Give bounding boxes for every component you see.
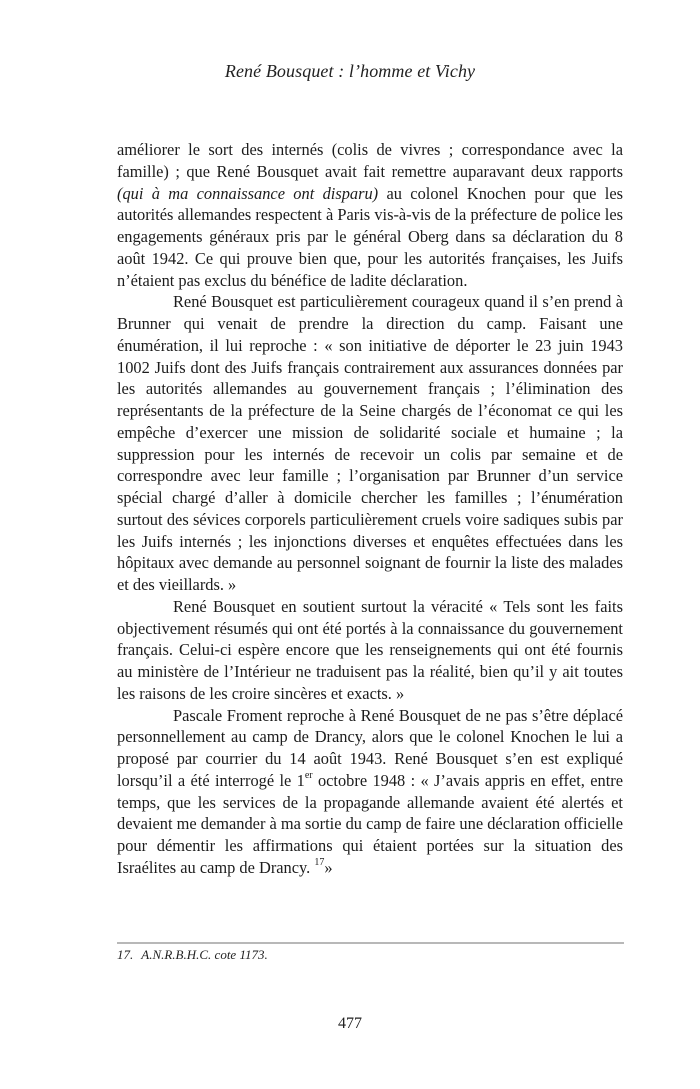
running-header: René Bousquet : l’homme et Vichy [224,61,476,81]
paragraph-4-closing-quote: » [324,857,333,877]
footnote-17 [117,947,624,963]
footnote-reference-17[interactable]: 17 [314,857,325,869]
paragraph-3: René Bousquet en soutient surtout la véracité « Tels sont les faits objectivement résumés qui ont été portés à la connaissance du gouvernement français. Celui-ci espère encore que les renseignements qui ont été fournis au ministère de l’Intérieur ne traduisent pas la réalité, bien qu’il y ait toutes les raisons de les croire sincères et exacts. » [117,596,623,703]
paragraph-1-text-a: améliorer le sort des internés (colis de vivres ; correspondance avec la famille) ; que René Bousquet avait fait remettre auparavant deux rapports [117,140,623,181]
body-text [117,139,623,879]
paragraph-4 [117,705,623,879]
footnote-text: A.N.R.B.H.C. cote 1173. [141,947,268,962]
footnote-divider [117,942,624,944]
paragraph-1-italic-aside: (qui à ma connaissance ont disparu) [117,183,379,203]
page-number: 477 [338,1015,362,1032]
paragraph-4-text-a: Pascale Froment reproche à René Bousquet de ne pas s’être déplacé personnellement au camp de Drancy, alors que le colonel Knochen le lui a proposé par courrier du 14 août 1943. René Bousquet s’en est expliqué lorsqu’il a été interrogé le 1 [117,705,623,790]
paragraph-4-text-b: octobre 1948 : « J’avais appris en effet, entre temps, que les services de la propagande allemande avaient été alertés et devaient me demander à ma sortie du camp de faire une déclaration officielle pour démentir les affirmations qui étaient portées sur la situation des Israélites au camp de Drancy. [117,770,623,877]
paragraph-1 [117,139,623,291]
ordinal-superscript: er [304,770,313,782]
paragraph-1-text-b: au colonel Knochen pour que les autorités allemandes respectent à Paris vis-à-vis de la préfecture de police les engagements généraux pris par le général Oberg dans sa déclaration du 8 août 1942. Ce qui prouve bien que, pour les autorités françaises, les Juifs n’étaient pas exclus du bénéfice de ladite déclaration. [117,183,624,290]
footnote-number: 17. [117,947,134,962]
paragraph-2: René Bousquet est particulièrement courageux quand il s’en prend à Brunner qui venait de prendre la direction du camp. Faisant une énumération, il lui reproche : « son initiative de déporter le 23 juin 1943 1002 Juifs dont des Juifs français contrairement aux assurances données par les autorités allemandes au gouvernement français ; l’élimination des représentants de la préfecture de la Seine chargés de l’économat ce qui les empêche d’exercer une mission de solidarité sociale et humaine ; la suppression pour les internés de recevoir un colis par semaine et de correspondre avec leur famille ; l’organisation par Brunner d’un service spécial chargé d’aller à domicile chercher les familles ; l’énumération surtout des sévices corporels particulièrement cruels voire sadiques subis par les Juifs internés ; les injonctions diverses et enquêtes effectuées dans les hôpitaux avec demande au personnel soignant de fournir la liste des malades et des vieillards. » [117,292,623,594]
